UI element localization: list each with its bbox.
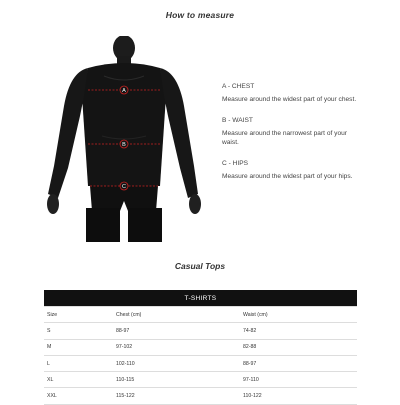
chest-description: Measure around the widest part of your chest. [222,96,357,103]
size-cell: M [44,339,113,355]
size-cell: L [44,355,113,371]
chest-marker-label: A [122,88,126,95]
size-table [44,290,357,405]
model-illustration [44,36,204,246]
waist-description: Measure around the narrowest part of your waist. [222,130,347,146]
column-header: Size [44,307,113,323]
table-row [44,339,357,355]
model-figure [44,36,204,246]
column-header: Waist (cm) [240,307,357,323]
size-cell: S [44,323,113,339]
chest-heading: A - CHEST [222,83,255,90]
page-title: How to measure [165,10,235,20]
waist-cell: 88-97 [240,355,357,371]
waist-marker-label: B [122,142,126,149]
table-row [44,388,357,404]
table-band-row [44,290,357,307]
waist-cell: 110-122 [240,388,357,404]
hips-heading: C - HIPS [222,160,249,167]
waist-heading: B - WAIST [222,117,253,124]
hips-marker-label: C [122,184,126,191]
table-band-label: T-SHIRTS [44,290,357,307]
chest-cell: 97-102 [113,339,240,355]
table-header-row [44,307,357,323]
size-cell: XL [44,372,113,388]
waist-cell: 82-88 [240,339,357,355]
measurement-guide [222,82,362,193]
waist-cell: 74-82 [240,323,357,339]
column-header: Chest (cm) [113,307,240,323]
table-row [44,372,357,388]
table-row [44,323,357,339]
size-cell: XXL [44,388,113,404]
section-title: Casual Tops [174,261,226,271]
table-row [44,355,357,371]
waist-cell: 97-110 [240,372,357,388]
chest-cell: 110-115 [113,372,240,388]
chest-cell: 115-122 [113,388,240,404]
chest-cell: 102-110 [113,355,240,371]
chest-cell: 88-97 [113,323,240,339]
hips-description: Measure around the widest part of your hips. [222,173,353,180]
